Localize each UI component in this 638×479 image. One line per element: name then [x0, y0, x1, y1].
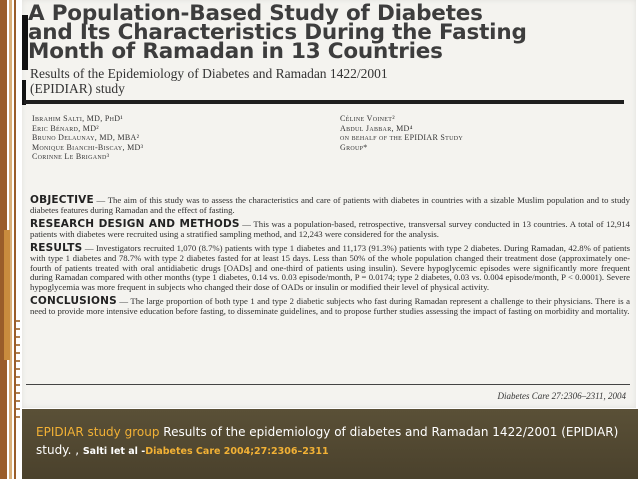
left-dotted-ornament — [16, 320, 20, 420]
abstract — [30, 196, 630, 322]
title-rule — [24, 100, 624, 104]
author-name: Group* — [340, 142, 368, 152]
author-name: Bruno Delaunay, MD, MBA² — [32, 133, 140, 142]
results-paragraph — [30, 244, 630, 292]
left-stripe-accent — [4, 230, 10, 360]
journal-reference: Diabetes Care 27:2306–2311, 2004 — [497, 391, 626, 401]
author-name: Ibrahim Salti, MD, PhD¹ — [32, 114, 123, 123]
author-name: on behalf of the EPIDIAR Study — [340, 133, 464, 142]
caption — [36, 423, 626, 461]
paper-subtitle: Results of the Epidemiology of Diabetes and Ramadan 1422/2001 (EPIDIAR) study — [30, 66, 388, 96]
paper-title: A Population-Based Study of Diabetes and Its Characteristics During the Fasting Month of Ramadan in 13 Countries — [28, 1, 527, 64]
caption-main-text: Results of the epidemiology of diabetes and Ramadan 1422/2001 (EPIDIAR) study. , — [36, 425, 619, 457]
author-list-right — [340, 114, 620, 152]
author-list-left — [32, 114, 312, 162]
results-heading: RESULTS — [30, 242, 83, 255]
conclusions-text: — The large proportion of both type 1 and type 2 diabetic subjects who fast during Ramadan represent a challenge to their physicians. There is a need to provide more intensive education before fasting, to disseminate guidelines, and to propose further studies assessing the impact of fasting on morbidity and mortality. — [30, 296, 630, 316]
caption-group-label: EPIDIAR study group — [36, 425, 160, 439]
design-heading: RESEARCH DESIGN AND METHODS — [30, 218, 240, 231]
results-text: — Investigators recruited 1,070 (8.7%) patients with type 1 diabetes and 11,173 (91.3%) patients with type 2 diabetes. During Ramadan, 42.8% of patients with type 1 diabetes and 78.7% with type 2 diabetes fasted for at least 15 days. Less than 50% of the whole population changed their treatment dose (approximately one-fourth of patients treated with oral antidiabetic drugs [OADs] and one-third of patients using insulin). Severe hypoglycemic episodes were significantly more frequent during Ramadan compared with other months (type 1 diabetes, 0.14 vs. 0.03 episode/month, P = 0.0174; type 2 diabetes, 0.03 vs. 0.004 episode/month, P < 0.0001). Severe hypoglycemia was more frequent in subjects who changed their dose of OADs or insulin or modified their level of physical activity. — [30, 243, 630, 292]
objective-text: — The aim of this study was to assess the characteristics and care of patients with diabetes in countries with a sizable Muslim population and to study diabetes features during Ramadan and the effect of fasting. — [30, 195, 630, 215]
author-name: Abdul Jabbar, MD⁴ — [340, 123, 413, 133]
author-name: Céline Voinet² — [340, 114, 395, 123]
author-name: Corinne Le Brigand³ — [32, 152, 110, 161]
author-name: Monique Bianchi-Biscay, MD³ — [32, 142, 144, 152]
objective-heading: OBJECTIVE — [30, 194, 94, 206]
scanned-paper — [22, 0, 636, 408]
design-text: — This was a population-based, retrospective, transversal survey conducted in 13 countries. A total of 12,914 patients with diabetes were recruited using a stratified sampling method, and 12,243 were considered for the analysis. — [30, 219, 630, 239]
conclusions-paragraph — [30, 297, 630, 316]
conclusions-heading: CONCLUSIONS — [30, 295, 117, 308]
objective-paragraph — [30, 196, 630, 215]
caption-citation: Diabetes Care 2004;27:2306–2311 — [145, 446, 329, 457]
design-paragraph — [30, 220, 630, 239]
author-name: Eric Bénard, MD² — [32, 123, 99, 133]
footer-rule — [26, 384, 630, 385]
caption-authors: Salti Iet al - — [82, 446, 146, 457]
caption-banner — [22, 409, 638, 479]
